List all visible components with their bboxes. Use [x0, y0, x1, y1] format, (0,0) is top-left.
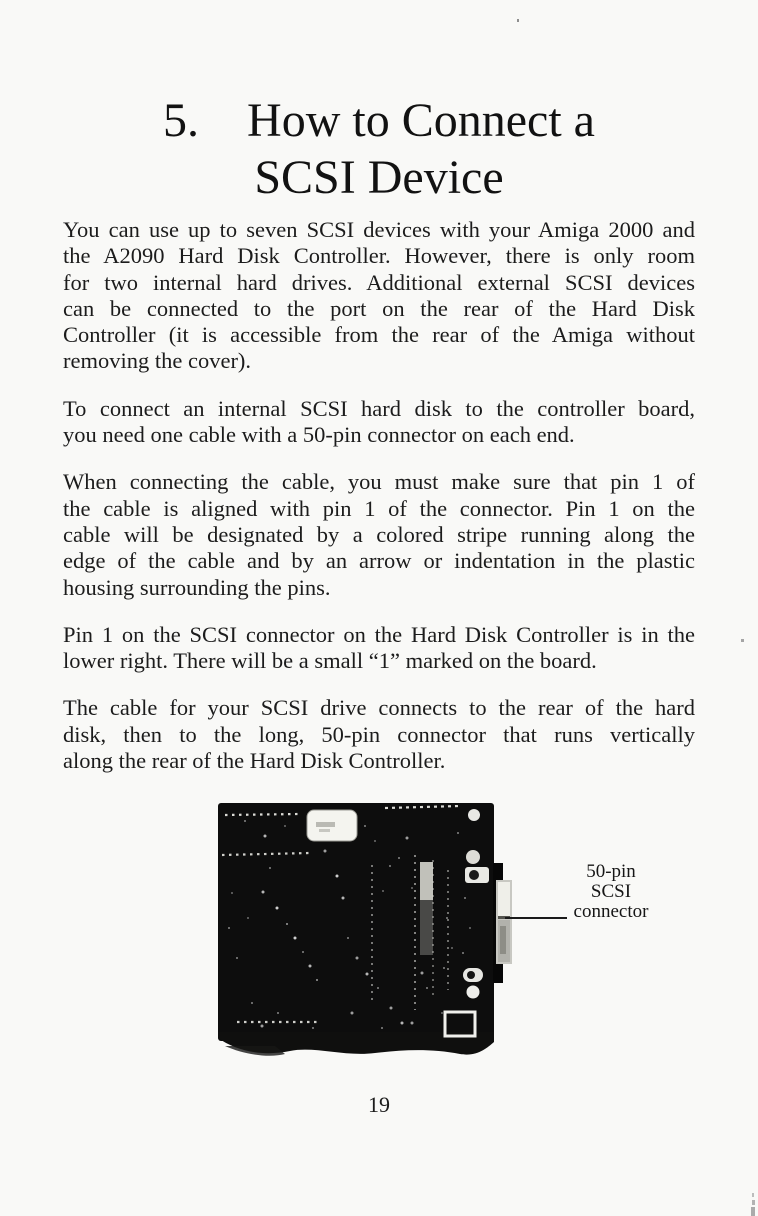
figure-caption: [556, 862, 666, 922]
text-line: Controller (it is accessible from the rear of the Amiga without: [63, 322, 695, 348]
body-text: [63, 217, 695, 795]
chapter-title: [0, 92, 758, 206]
text-line: Pin 1 on the SCSI connector on the Hard Disk Controller is in the: [63, 621, 695, 647]
scsi-connector: [496, 880, 512, 964]
text-line: can be connected to the port on the rear of the Hard Disk: [63, 295, 695, 321]
paragraph-3: [63, 469, 695, 600]
figure-caption-line-1: 50-pin: [586, 861, 636, 882]
controller-board-photo: [215, 796, 570, 1066]
paragraph-5: [63, 695, 695, 774]
text-line: removing the cover).: [63, 348, 252, 374]
board-sticker-label: [307, 810, 357, 841]
text-line: The cable for your SCSI drive connects to the rear of the hard: [63, 695, 695, 721]
board-body: [218, 803, 494, 1041]
text-line: cable will be designated by a colored stripe running along the: [63, 521, 695, 547]
figure-caption-line-2: SCSI: [590, 881, 632, 902]
scan-artifact: [751, 1207, 755, 1216]
text-line: housing surrounding the pins.: [63, 574, 331, 600]
scan-artifact: [752, 1193, 754, 1197]
text-line: You can use up to seven SCSI devices with your Amiga 2000 and: [63, 217, 695, 242]
scan-artifact: [752, 1200, 755, 1205]
chapter-title-line-2: SCSI Device: [254, 151, 504, 204]
chapter-title-line-1: 5. How to Connect a: [163, 94, 595, 147]
text-line: disk, then to the long, 50-pin connector that runs vertically: [63, 721, 695, 747]
text-line: When connecting the cable, you must make sure that pin 1 of: [63, 469, 695, 495]
text-line: you need one cable with a 50-pin connector on each end.: [63, 422, 575, 448]
paragraph-4: [63, 622, 695, 675]
text-line: lower right. There will be a small “1” marked on the board.: [63, 648, 597, 674]
page-number: 19: [368, 1092, 390, 1117]
paragraph-2: [63, 396, 695, 449]
paragraph-1: [63, 217, 695, 375]
text-line: the cable is aligned with pin 1 of the connector. Pin 1 on the: [63, 495, 695, 521]
internal-header-highlight: [420, 862, 433, 900]
figure-caption-line-3: connector: [573, 901, 649, 922]
text-line: along the rear of the Hard Disk Controller.: [63, 748, 446, 774]
text-line: for two internal hard drives. Additional external SCSI devices: [63, 269, 695, 295]
figure-board-photo: [215, 796, 570, 1066]
scan-artifact: [741, 639, 744, 642]
text-line: the A2090 Hard Disk Controller. However, there is only room: [63, 243, 695, 269]
text-line: To connect an internal SCSI hard disk to the controller board,: [63, 395, 695, 421]
scan-artifact: [517, 19, 519, 22]
text-line: edge of the cable and by an arrow or indentation in the plastic: [63, 548, 695, 574]
